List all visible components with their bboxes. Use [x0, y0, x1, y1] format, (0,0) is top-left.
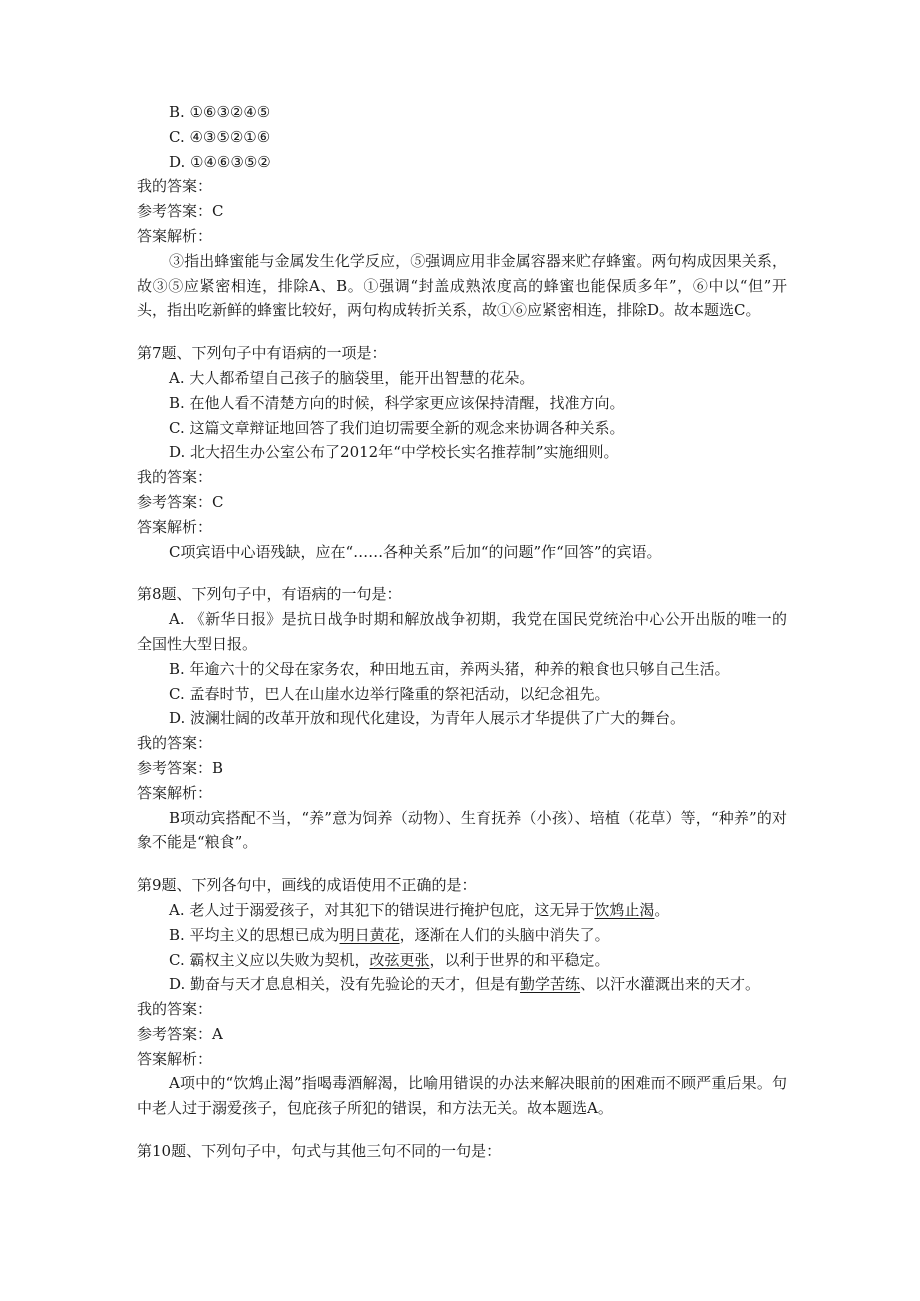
question-title: 第9题、下列各句中，画线的成语使用不正确的是：	[137, 876, 477, 895]
option-c	[137, 948, 787, 973]
analysis-label: 答案解析：	[137, 1049, 213, 1068]
option-a: A. 《新华日报》是抗日战争时期和解放战争初期，我党在国民党统治中心公开出版的唯一的全国性大型日报。	[137, 610, 787, 653]
option-d: D. 北大招生办公室公布了2012年“中学校长实名推荐制”实施细则。	[169, 443, 619, 462]
analysis-text: ③指出蜂蜜能与金属发生化学反应，⑤强调应用非金属容器来贮存蜂蜜。两句构成因果关系，故③⑤应紧密相连，排除A、B。①强调“封盖成熟浓度高的蜂蜜也能保质多年”，⑥中以“但”开头，指出吃新鲜的蜂蜜比较好，两句构成转折关系，故①⑥应紧密相连，排除D。故本题选C。	[137, 251, 787, 320]
underlined-idiom: 饮鸩止渴	[594, 900, 655, 919]
analysis-text: B项动宾搭配不当，“养”意为饲养（动物）、生育抚养（小孩）、培植（花草）等，“种养”的对象不能是“粮食”。	[137, 808, 787, 852]
reference-answer: 参考答案：A	[137, 1024, 223, 1043]
underlined-idiom: 勤学苦练	[520, 975, 581, 994]
analysis-text: C项宾语中心语残缺，应在“……各种关系”后加“的问题”作“回答”的宾语。	[169, 542, 662, 561]
option-d: D. ①④⑥③⑤②	[169, 152, 271, 171]
option-a	[137, 898, 787, 923]
option-text: ，以利于世界的和平稳定。	[429, 950, 610, 969]
question-9-block	[137, 873, 787, 1121]
option-text: B. 平均主义的思想已成为	[169, 925, 340, 944]
question-title: 第8题、下列句子中，有语病的一句是：	[137, 585, 402, 604]
underlined-idiom: 明日黄花	[339, 925, 400, 944]
option-text: D. 勤奋与天才息息相关，没有先验论的天才，但是有	[169, 975, 521, 994]
option-c: C. ④③⑤②①⑥	[169, 127, 271, 146]
question-8-block	[137, 582, 787, 855]
option-text: A. 老人过于溺爱孩子，对其犯下的错误进行掩护包庇，这无异于	[169, 900, 595, 919]
option-text: 。	[654, 900, 670, 919]
option-d	[137, 972, 787, 997]
question-title: 第10题、下列句子中，句式与其他三句不同的一句是：	[137, 1142, 502, 1161]
option-c: C. 这篇文章辩证地回答了我们迫切需要全新的观念来协调各种关系。	[169, 418, 625, 437]
question-10-block	[137, 1139, 787, 1164]
my-answer-label: 我的答案：	[137, 734, 213, 753]
analysis-text: A项中的“饮鸩止渴”指喝毒酒解渴，比喻用错误的办法来解决眼前的困难而不顾严重后果。句中老人过于溺爱孩子，包庇孩子所犯的错误，和方法无关。故本题选A。	[137, 1074, 787, 1118]
option-b: B. 在他人看不清楚方向的时候，科学家更应该保持清醒，找准方向。	[169, 393, 625, 412]
option-a: A. 大人都希望自己孩子的脑袋里，能开出智慧的花朵。	[169, 368, 535, 387]
question-7-block	[137, 341, 787, 564]
reference-answer: 参考答案：C	[137, 492, 224, 511]
analysis-label: 答案解析：	[137, 783, 213, 802]
my-answer-label: 我的答案：	[137, 1000, 213, 1019]
question-6-block	[137, 100, 787, 323]
my-answer-label: 我的答案：	[137, 468, 213, 487]
option-text: C. 霸权主义应以失败为契机，	[169, 950, 370, 969]
my-answer-label: 我的答案：	[137, 177, 213, 196]
option-b: B. ①⑥③②④⑤	[169, 103, 271, 121]
analysis-label: 答案解析：	[137, 517, 213, 536]
analysis-label: 答案解析：	[137, 226, 213, 245]
option-d: D. 波澜壮阔的改革开放和现代化建设，为青年人展示才华提供了广大的舞台。	[169, 709, 686, 728]
option-b	[137, 923, 787, 948]
reference-answer: 参考答案：B	[137, 758, 224, 777]
reference-answer: 参考答案：C	[137, 202, 224, 221]
option-c: C. 孟春时节，巴人在山崖水边举行隆重的祭祀活动，以纪念祖先。	[169, 684, 610, 703]
underlined-idiom: 改弦更张	[369, 950, 430, 969]
option-text: ，逐渐在人们的头脑中消失了。	[399, 925, 610, 944]
option-text: 、以汗水灌溉出来的天才。	[580, 975, 761, 994]
question-title: 第7题、下列句子中有语病的一项是：	[137, 344, 387, 363]
option-b: B. 年逾六十的父母在家务农，种田地五亩，养两头猪，种养的粮食也只够自己生活。	[169, 659, 730, 678]
document-page	[137, 100, 787, 1164]
